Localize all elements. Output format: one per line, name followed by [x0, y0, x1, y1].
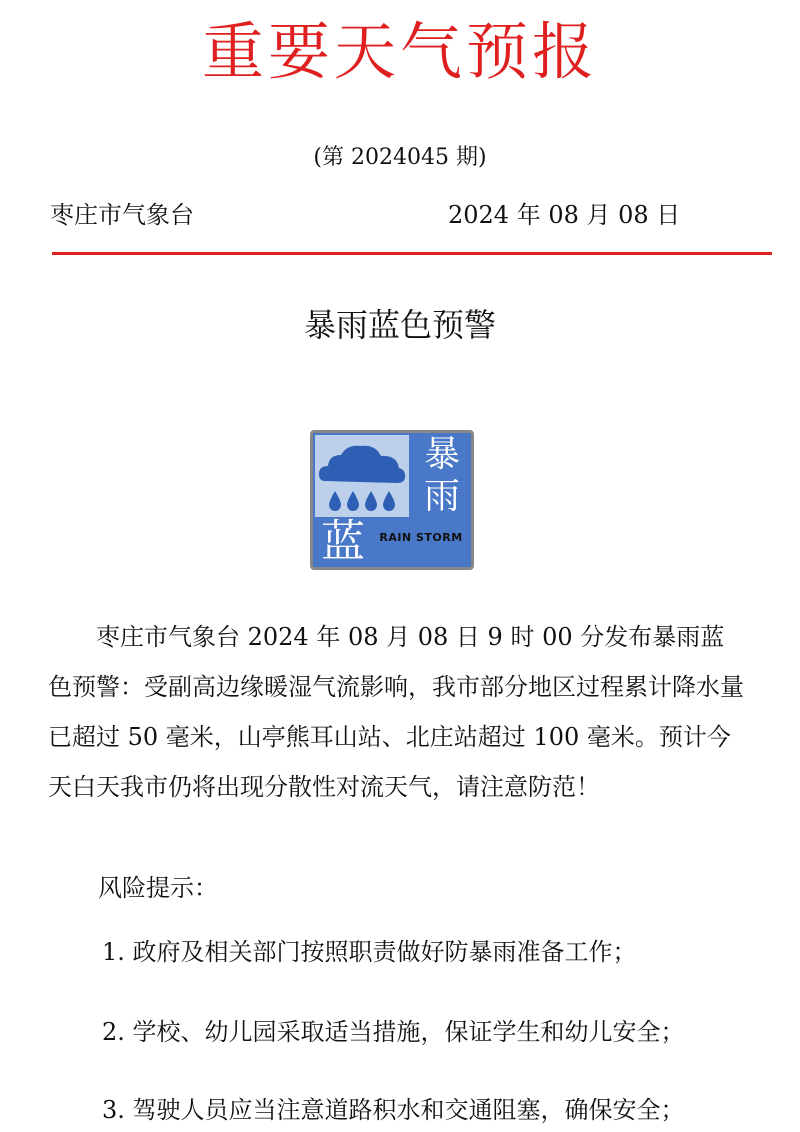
issue-number: (第 2024045 期): [313, 145, 487, 170]
badge-english-label: RAIN STORM: [379, 531, 463, 544]
badge-char-bao: 暴: [423, 434, 460, 475]
rainstorm-blue-warning-badge: [310, 430, 474, 570]
issue-date: 2024 年 08 月 08 日: [448, 201, 681, 229]
header-divider: [52, 252, 772, 255]
warning-body: 枣庄市气象台 2024 年 08 月 08 日 9 时 00 分发布暴雨蓝色预警：受副高边缘暖湿气流影响，我市部分地区过程累计降水量已超过 50 毫米，山亭熊耳山站、北庄站超过 100 毫米。预计今天白天我市仍将出现分散性对流天气，请注意防范！: [48, 623, 744, 801]
risk-tip: 1. 政府及相关部门按照职责做好防暴雨准备工作；: [102, 938, 637, 966]
risk-heading: 风险提示：: [98, 874, 218, 902]
rain-cloud-icon: [315, 435, 409, 517]
risk-tip: 3. 驾驶人员应当注意道路积水和交通阻塞，确保安全；: [102, 1096, 685, 1124]
badge-level-char: 蓝: [321, 516, 365, 567]
badge-char-yu: 雨: [423, 476, 460, 517]
document-title: 重要天气预报: [201, 15, 598, 88]
warning-title: 暴雨蓝色预警: [303, 306, 496, 344]
issuer: 枣庄市气象台: [50, 201, 194, 229]
risk-tip: 2. 学校、幼儿园采取适当措施，保证学生和幼儿安全；: [102, 1018, 685, 1046]
